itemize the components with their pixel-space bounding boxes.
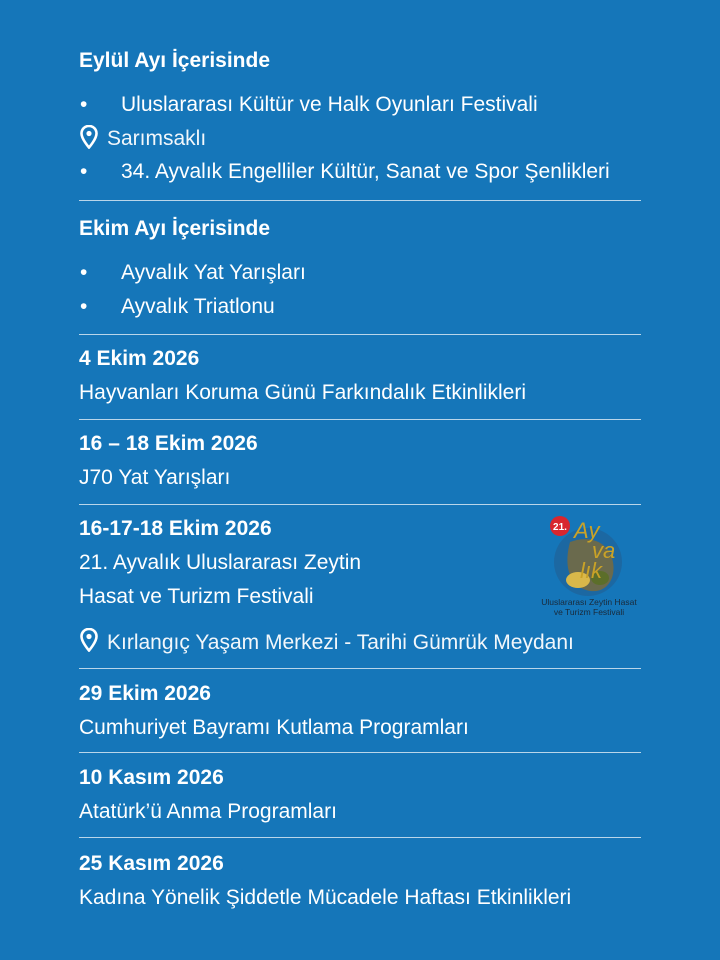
- divider: [79, 200, 641, 201]
- event-title-line2: Hasat ve Turizm Festivali: [79, 585, 314, 608]
- event-date: 25 Kasım 2026: [79, 852, 224, 875]
- logo-number: 21.: [553, 522, 567, 533]
- logo-letters: Ay: [574, 518, 600, 543]
- divider: [79, 504, 641, 505]
- location-text: Kırlangıç Yaşam Merkezi - Tarihi Gümrük Meydanı: [107, 631, 574, 654]
- map-pin-icon: [80, 628, 98, 652]
- location-text: Sarımsaklı: [107, 127, 207, 150]
- event-title: Hayvanları Koruma Günü Farkındalık Etkinlikleri: [79, 381, 527, 404]
- bullet-icon: •: [80, 160, 88, 183]
- divider: [79, 752, 641, 753]
- divider: [79, 837, 641, 838]
- list-item: 34. Ayvalık Engelliler Kültür, Sanat ve Spor Şenlikleri: [121, 160, 610, 183]
- event-title-line1: 21. Ayvalık Uluslararası Zeytin: [79, 551, 362, 574]
- logo-caption: Uluslararası Zeytin Hasat: [541, 597, 637, 607]
- list-item: Uluslararası Kültür ve Halk Oyunları Festivali: [121, 93, 538, 116]
- event-date: 10 Kasım 2026: [79, 766, 224, 789]
- october-heading: Ekim Ayı İçerisinde: [79, 217, 271, 240]
- bullet-icon: •: [80, 261, 88, 284]
- event-date: 16 – 18 Ekim 2026: [79, 432, 258, 455]
- logo-letters: lık: [580, 558, 602, 583]
- event-title: Kadına Yönelik Şiddetle Mücadele Haftası Etkinlikleri: [79, 886, 572, 909]
- event-date: 4 Ekim 2026: [79, 347, 200, 370]
- map-pin-icon: [80, 125, 98, 149]
- event-date: 29 Ekim 2026: [79, 682, 211, 705]
- event-title: J70 Yat Yarışları: [79, 466, 231, 489]
- event-title: Atatürk’ü Anma Programları: [79, 800, 337, 823]
- logo-letters: va: [592, 538, 616, 563]
- event-title: Cumhuriyet Bayramı Kutlama Programları: [79, 716, 469, 739]
- festival-logo: [530, 512, 648, 620]
- divider: [79, 419, 641, 420]
- divider: [79, 334, 641, 335]
- bullet-icon: •: [80, 93, 88, 116]
- logo-caption: ve Turizm Festivali: [553, 607, 625, 617]
- list-item: Ayvalık Yat Yarışları: [121, 261, 306, 284]
- bullet-icon: •: [80, 295, 88, 318]
- september-heading: Eylül Ayı İçerisinde: [79, 49, 271, 72]
- list-item: Ayvalık Triatlonu: [121, 295, 275, 318]
- divider: [79, 668, 641, 669]
- event-date: 16-17-18 Ekim 2026: [79, 517, 272, 540]
